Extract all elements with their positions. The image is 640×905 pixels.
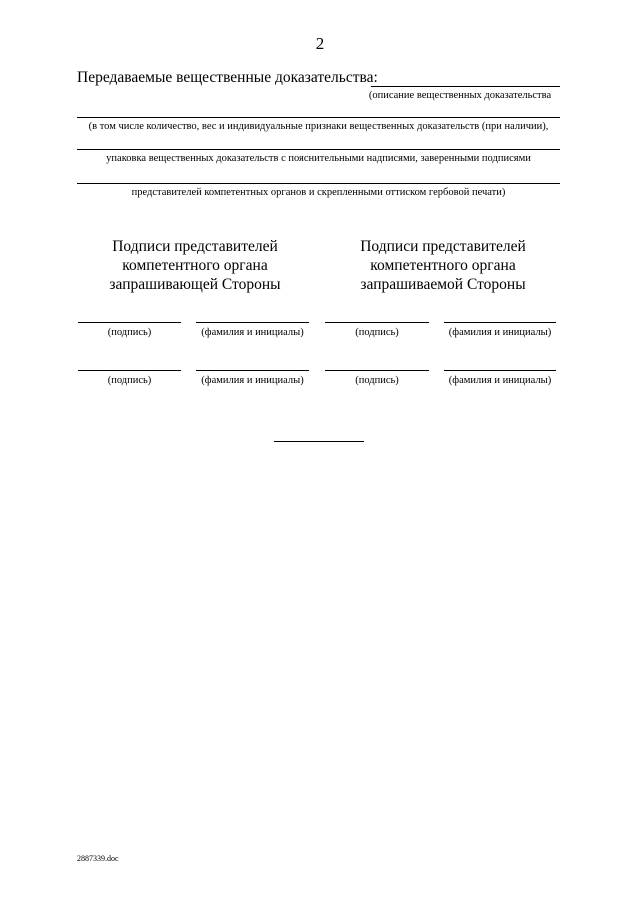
evidence-description-line xyxy=(371,86,560,87)
requesting-party-signatures-heading xyxy=(85,237,305,294)
name-caption: (фамилия и инициалы) xyxy=(448,375,552,386)
signature-caption: (подпись) xyxy=(107,375,152,386)
page-number: 2 xyxy=(315,34,325,53)
name-caption: (фамилия и инициалы) xyxy=(201,327,304,338)
evidence-details-line xyxy=(77,117,560,118)
heading-line: Подписи представителей xyxy=(360,238,526,255)
name-line xyxy=(196,322,309,323)
name-line xyxy=(196,370,309,371)
signature-line xyxy=(78,370,181,371)
caption-evidence-details: (в том числе количество, вес и индивидуальные признаки вещественных доказательств (при наличии), xyxy=(88,121,549,132)
signature-caption: (подпись) xyxy=(107,327,152,338)
caption-evidence-representatives: представителей компетентных органов и скрепленными оттиском гербовой печати) xyxy=(131,187,506,198)
name-caption: (фамилия и инициалы) xyxy=(201,375,304,386)
requested-party-signatures-heading xyxy=(333,237,553,294)
heading-line: компетентного органа xyxy=(370,257,516,274)
end-of-document-rule xyxy=(274,441,364,442)
signature-line xyxy=(78,322,181,323)
document-id: 2887339.doc xyxy=(77,854,119,863)
caption-evidence-packaging: упаковка вещественных доказательств с пояснительными надписями, заверенными подписями xyxy=(106,153,531,164)
signature-line xyxy=(325,322,429,323)
heading-line: запрашиваемой Стороны xyxy=(360,276,526,293)
signature-line xyxy=(325,370,429,371)
heading-line: запрашивающей Стороны xyxy=(109,276,281,293)
heading-line: Подписи представителей xyxy=(112,238,278,255)
signature-caption: (подпись) xyxy=(355,327,399,338)
evidence-packaging-line xyxy=(77,149,560,150)
heading-line: компетентного органа xyxy=(122,257,268,274)
signature-caption: (подпись) xyxy=(355,375,399,386)
evidence-representatives-line xyxy=(77,183,560,184)
evidence-title: Передаваемые вещественные доказательства: xyxy=(77,69,378,86)
name-caption: (фамилия и инициалы) xyxy=(448,327,552,338)
name-line xyxy=(444,322,556,323)
caption-evidence-description: (описание вещественных доказательства xyxy=(368,90,552,101)
name-line xyxy=(444,370,556,371)
